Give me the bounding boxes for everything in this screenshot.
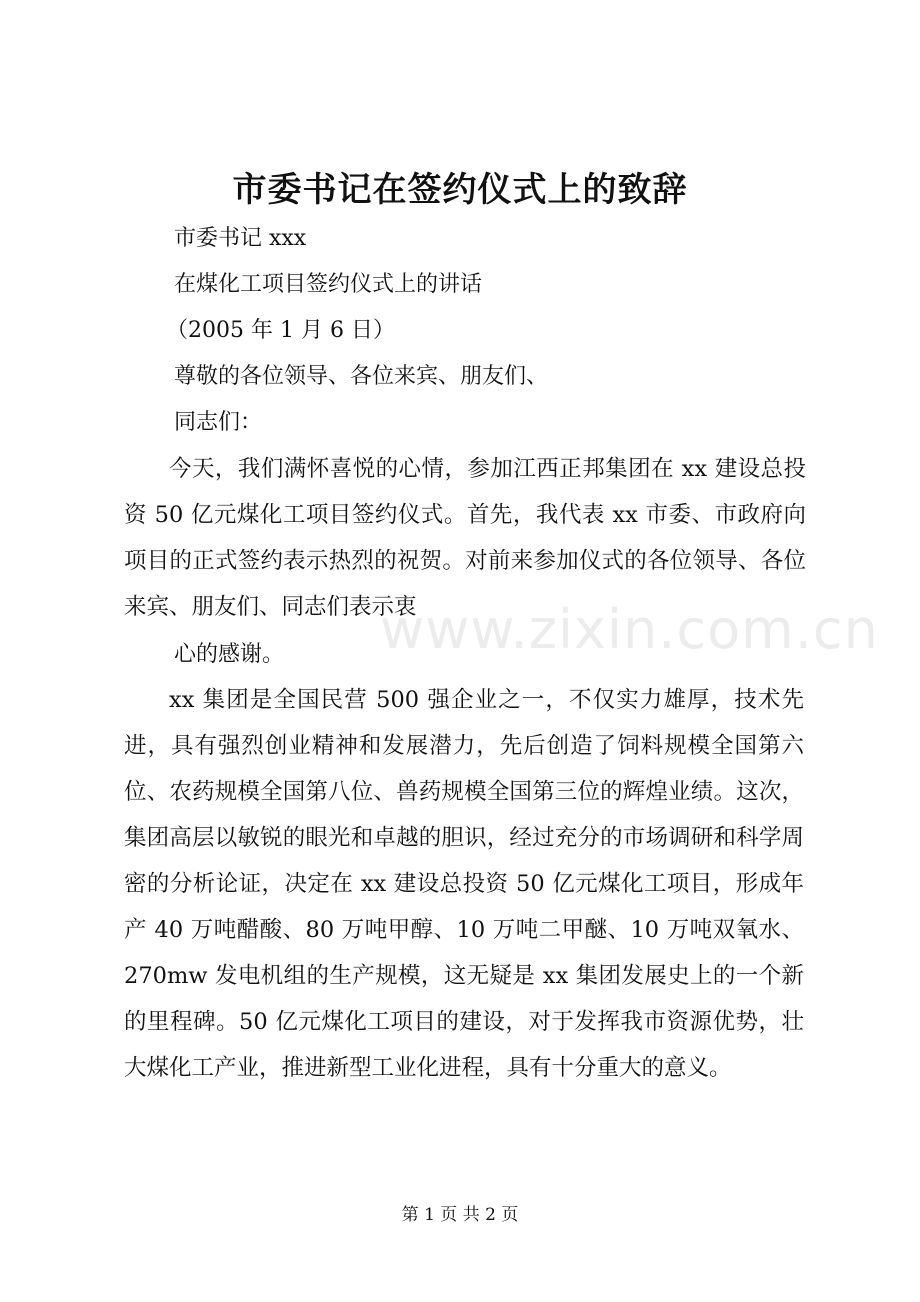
document-title: 市委书记在签约仪式上的致辞 bbox=[232, 170, 688, 210]
speech-subtitle: 在煤化工项目签约仪式上的讲话 bbox=[174, 272, 483, 297]
speech-date: （2005 年 1 月 6 日） bbox=[166, 318, 395, 343]
paragraph-continuation: 心的感谢。 bbox=[174, 642, 285, 667]
salutation-line-2: 同志们： bbox=[174, 410, 263, 435]
paragraph-text: 今天，我们满怀喜悦的心情，参加江西正邦集团在 xx 建设总投资 50 亿元煤化工项目签约仪式。首先，我代表 xx 市委、市政府向项目的正式签约表示热烈的祝贺。对前来参加仪式的各位领导、各位来宾、朋友们、同志们表示衷 bbox=[124, 456, 806, 620]
paragraph-opening bbox=[124, 446, 806, 630]
watermark: www.zixin.com.cn bbox=[380, 598, 879, 661]
speaker-line: 市委书记 xxx bbox=[174, 226, 307, 251]
page-footer: 第 1 页 共 2 页 bbox=[401, 1205, 519, 1225]
salutation-line-1: 尊敬的各位领导、各位来宾、朋友们、 bbox=[174, 364, 549, 389]
paragraph-text: xx 集团是全国民营 500 强企业之一，不仅实力雄厚，技术先进，具有强烈创业精神和发展潜力，先后创造了饲料规模全国第六位、农药规模全国第八位、兽药规模全国第三位的辉煌业绩。这次，集团高层以敏锐的眼光和卓越的胆识，经过充分的市场调研和科学周密的分析论证，决定在 xx 建设总投资 50 亿元煤化工项目，形成年产 40 万吨醋酸、80 万吨甲醇、10 万吨二甲醚、10 万吨双氧水、270mw 发电机组的生产规模，这无疑是 xx 集团发展史上的一个新的里程碑。50 亿元煤化工项目的建设，对于发挥我市资源优势，壮大煤化工产业，推进新型工业化进程，具有十分重大的意义。 bbox=[124, 687, 804, 1081]
paragraph-company bbox=[124, 677, 804, 1091]
